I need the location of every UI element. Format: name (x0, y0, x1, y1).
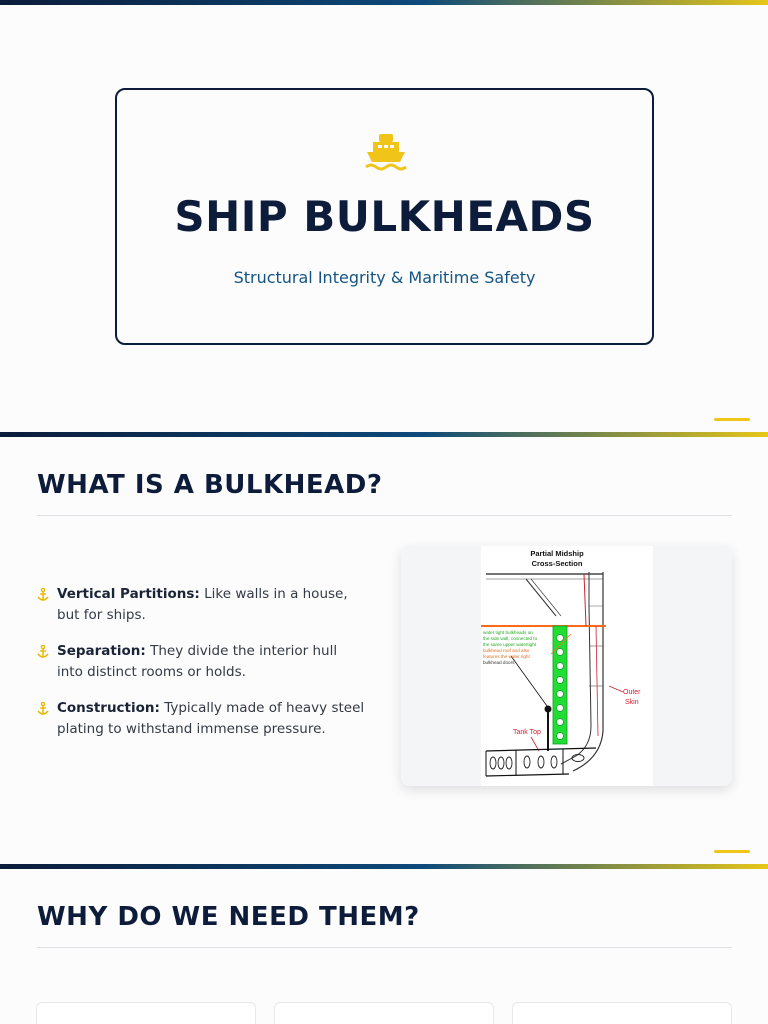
diagram-note-line: features the water tight (483, 654, 530, 659)
section-gradient-bar (0, 432, 768, 437)
list-item (37, 698, 367, 740)
bullet-text: Typically made of heavy steel plating to withstand immense pressure. (57, 700, 365, 737)
bullet-text: Like walls in a house, but for ships. (57, 586, 348, 623)
page-title: SHIP BULKHEADS (174, 192, 595, 241)
reason-card (36, 1002, 256, 1024)
list-item (37, 641, 367, 683)
diagram-note-line: bulkhead roof and also (483, 648, 530, 653)
top-gradient-bar (0, 0, 768, 5)
section-divider (37, 947, 732, 948)
diagram-note-line: bulkhead doors (483, 660, 515, 665)
reason-card (512, 1002, 732, 1024)
reason-card (274, 1002, 494, 1024)
anchor-icon (37, 702, 49, 716)
anchor-icon (37, 588, 49, 602)
title-card (115, 88, 654, 345)
page-subtitle: Structural Integrity & Maritime Safety (233, 268, 536, 287)
diagram-title-line2: Cross-Section (531, 559, 583, 568)
midship-cross-section-diagram (481, 546, 653, 786)
section-heading-what: WHAT IS A BULKHEAD? (37, 470, 383, 500)
diagram-card (401, 546, 732, 786)
section-divider (37, 515, 732, 516)
bullet-term: Construction: (57, 700, 160, 716)
bullet-text: They divide the interior hull into distinct rooms or holds. (57, 643, 338, 680)
diagram-note-line: the side wall, connected to (483, 636, 538, 641)
bullet-term: Separation: (57, 643, 146, 659)
anchor-icon (37, 645, 49, 659)
diagram-outer-skin-label: Outer (623, 689, 641, 696)
bullet-list (37, 584, 367, 755)
bullet-term: Vertical Partitions: (57, 586, 200, 602)
diagram-note-line: water tight bulkheads on (483, 630, 533, 635)
diagram-outer-skin-label: Skin (625, 699, 639, 706)
accent-dash (714, 418, 750, 421)
section-gradient-bar (0, 864, 768, 869)
diagram-tank-top-label: Tank Top (513, 729, 541, 736)
diagram-note-line: the same upper watertight (483, 642, 537, 647)
ship-icon (364, 132, 408, 172)
diagram-title-line1: Partial Midship (530, 549, 584, 558)
accent-dash (714, 850, 750, 853)
list-item (37, 584, 367, 626)
section-heading-why: WHY DO WE NEED THEM? (37, 902, 420, 932)
